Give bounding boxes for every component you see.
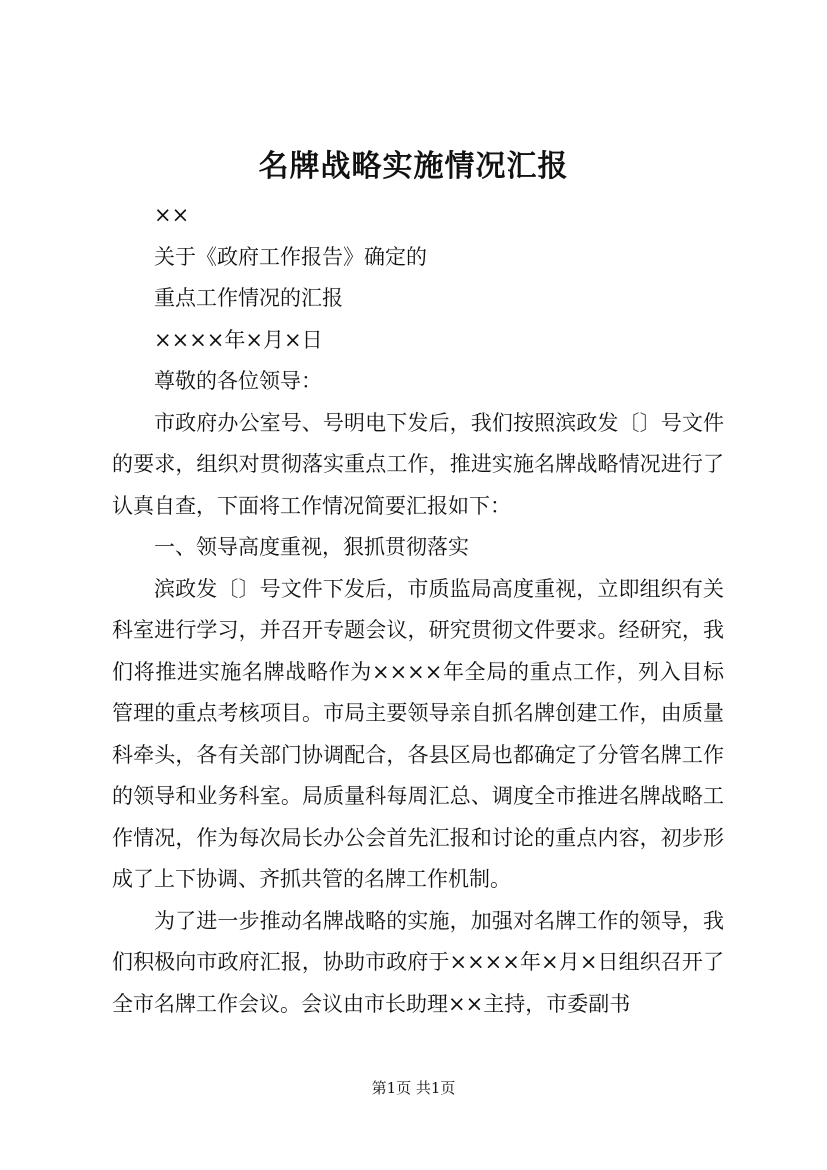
paragraph-section-1-body: 滨政发〔〕号文件下发后，市质监局高度重视，立即组织有关科室进行学习，并召开专题会议，研究贯彻文件要求。经研究，我们将推进实施名牌战略作为××××年全局的重点工作，列入目标管理的重点考核项目。市局主要领导亲自抓名牌创建工作，由质量科牵头，各有关部门协调配合，各县区局也都确定了分管名牌工作的领导和业务科室。局质量科每周汇总、调度全市推进名牌战略工作情况，作为每次局长办公会首先汇报和讨论的重点内容，初步形成了上下协调、齐抓共管的名牌工作机制。 <box>112 576 724 891</box>
paragraph-subject-line-1: 关于《政府工作报告》确定的 <box>154 244 427 269</box>
document-title: 名牌战略实施情况汇报 <box>258 149 569 184</box>
paragraph-salutation: 尊敬的各位领导： <box>154 369 322 393</box>
paragraph-author: ×× <box>154 203 190 227</box>
paragraph-date: ××××年×月×日 <box>154 327 323 352</box>
section-heading-1: 一、领导高度重视，狠抓贯彻落实 <box>154 535 469 559</box>
page-footer: 第1页 共1页 <box>371 1079 456 1097</box>
paragraph-meeting: 为了进一步推动名牌战略的实施，加强对名牌工作的领导，我们积极向市政府汇报，协助市政府于××××年×月×日组织召开了全市名牌工作会议。会议由市长助理××主持，市委副书 <box>112 908 724 1016</box>
paragraph-subject-line-2: 重点工作情况的汇报 <box>154 286 343 310</box>
document-body <box>112 195 724 1025</box>
paragraph-intro: 市政府办公室号、号明电下发后，我们按照滨政发〔〕号文件的要求，组织对贯彻落实重点工作，推进实施名牌战略情况进行了认真自查，下面将工作情况简要汇报如下： <box>112 410 724 518</box>
